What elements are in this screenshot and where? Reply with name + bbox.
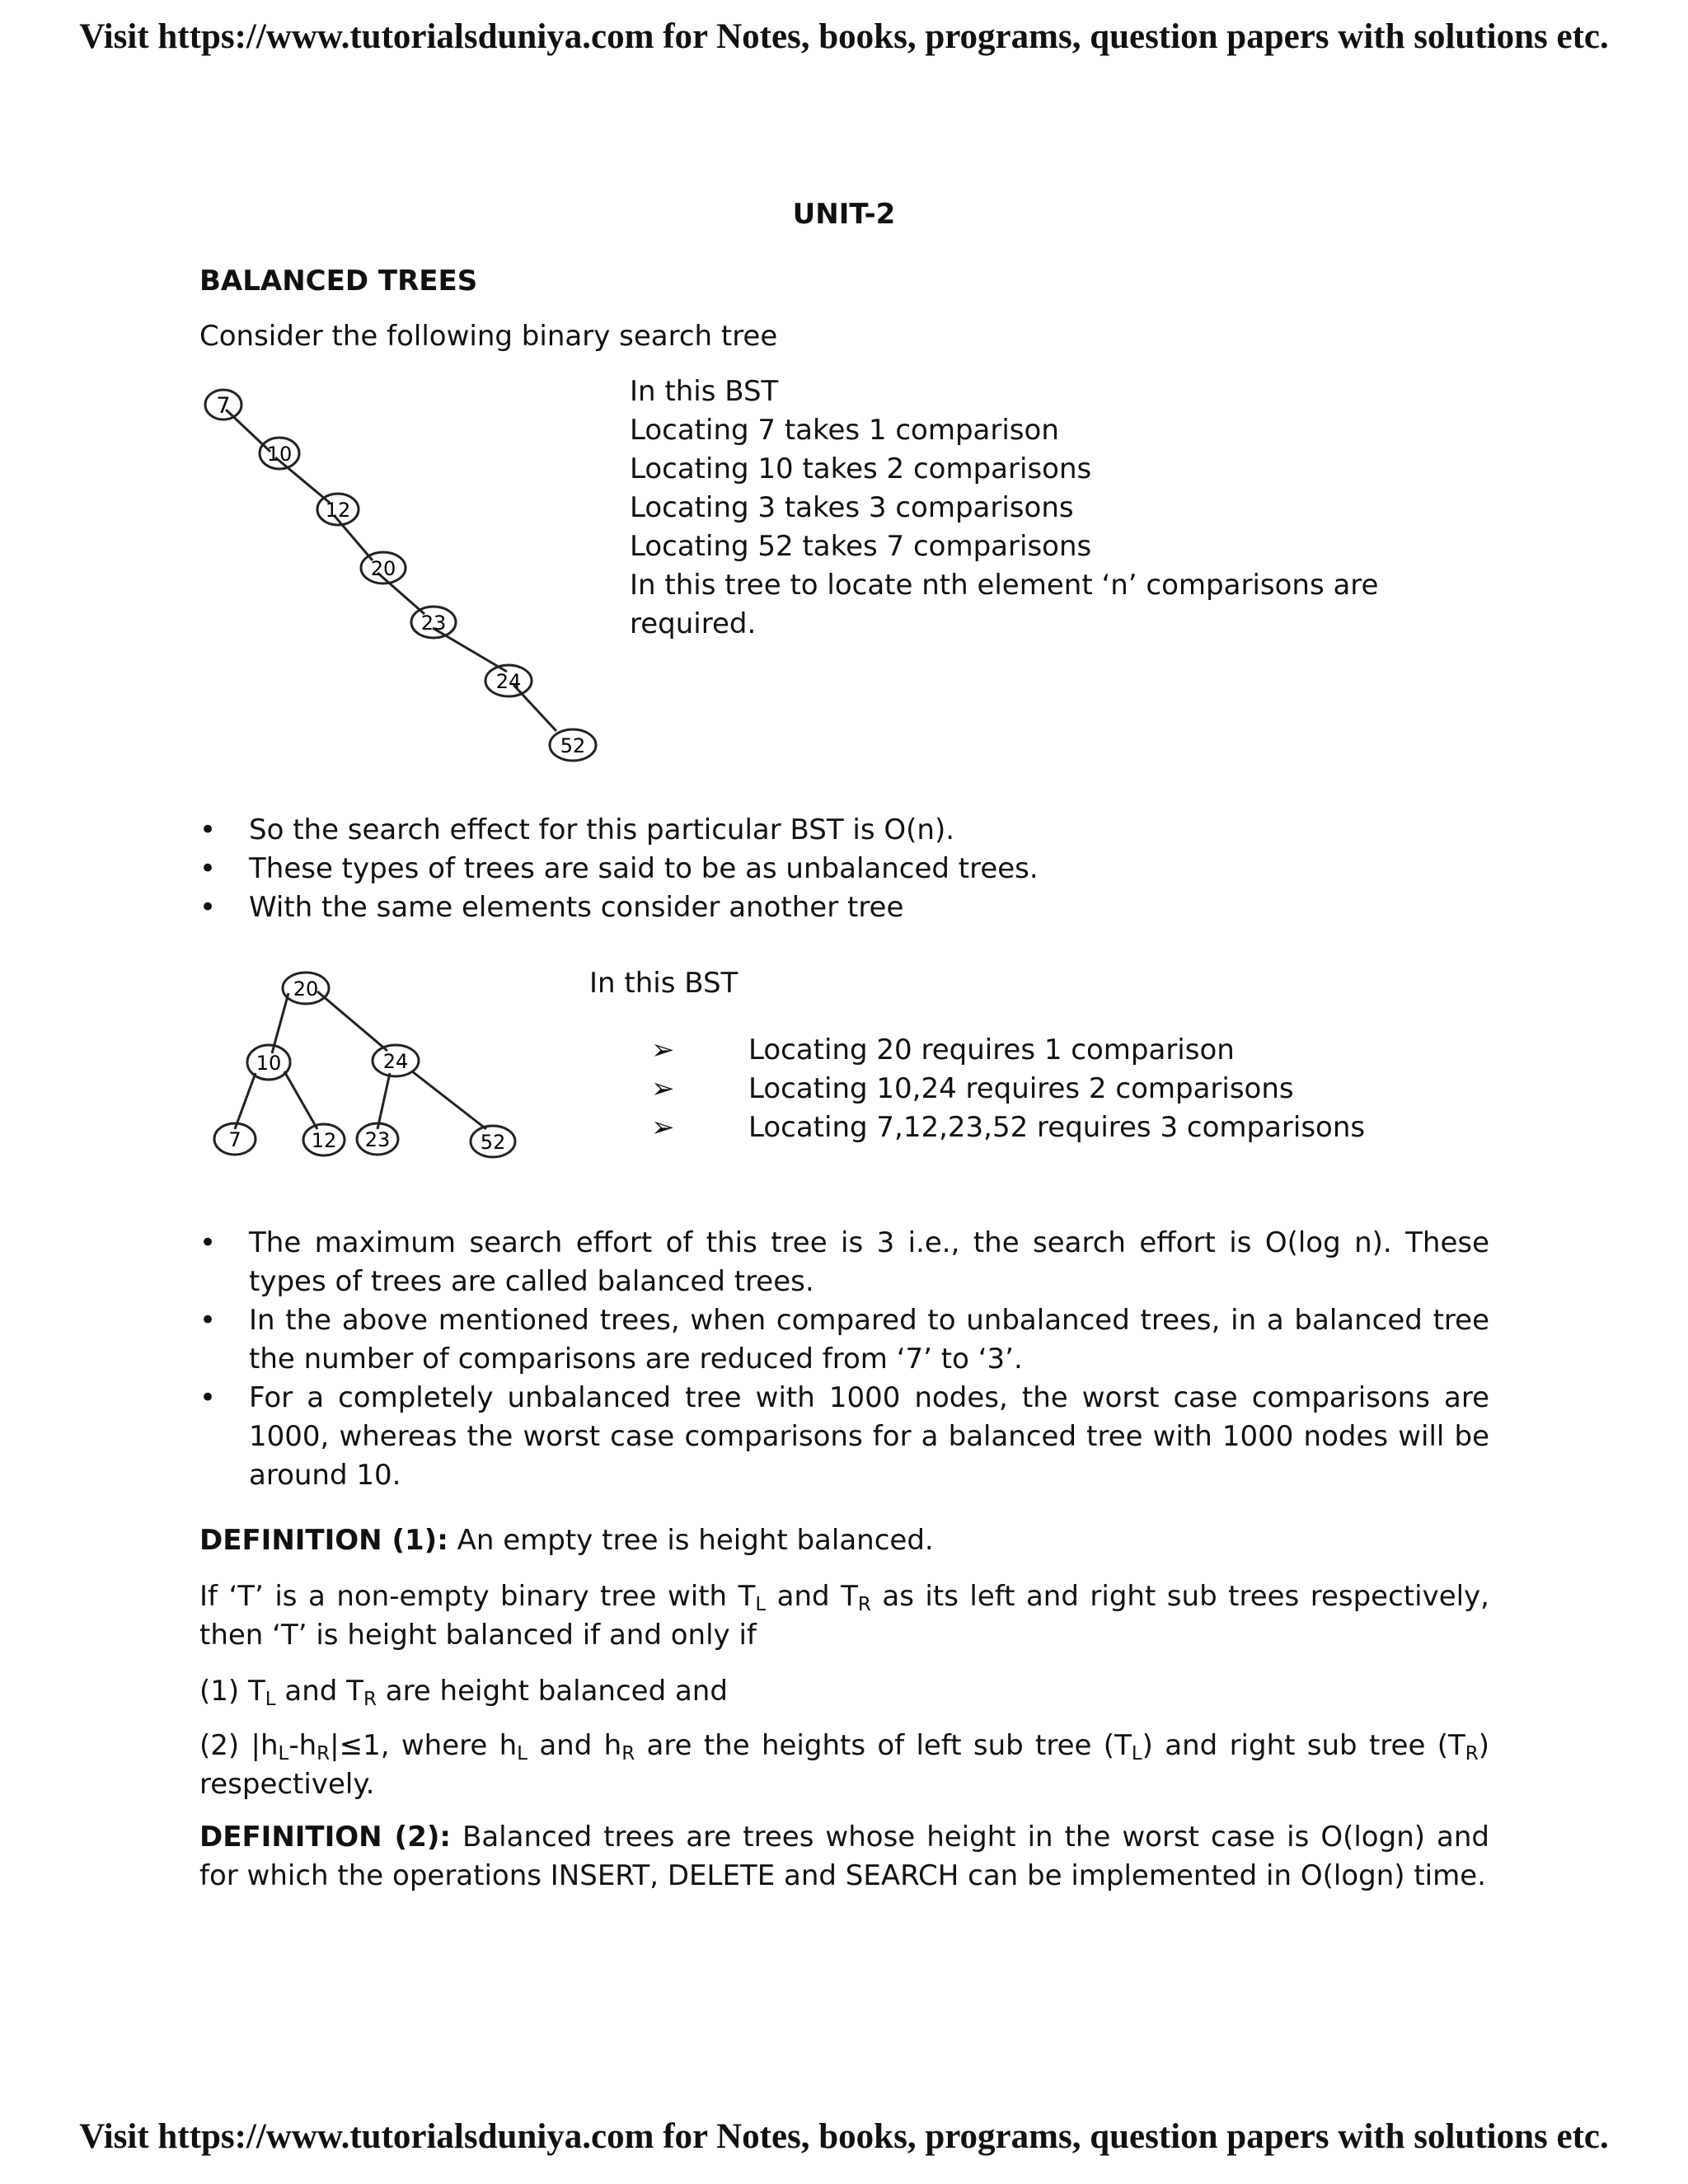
text-run: |≤1, where h <box>330 1729 518 1762</box>
definition-1-paragraph <box>199 1577 1489 1655</box>
subscript: R <box>316 1743 331 1765</box>
intro-text: Consider the following binary search tree <box>199 320 778 353</box>
arrow-item <box>651 1108 1475 1147</box>
svg-text:52: 52 <box>480 1131 506 1154</box>
tree1-node-5 <box>411 607 456 638</box>
tree2-leaf-2 <box>303 1124 345 1155</box>
definition-1-label: DEFINITION (1): <box>199 1524 448 1557</box>
arrow-bullet-icon: ➢ <box>651 1072 675 1105</box>
svg-text:12: 12 <box>311 1129 337 1152</box>
tree2-arrow-list <box>651 1031 1475 1147</box>
definition-1 <box>199 1521 1489 1560</box>
svg-text:12: 12 <box>325 499 351 522</box>
text-run: T <box>738 1580 756 1613</box>
svg-text:20: 20 <box>370 557 396 580</box>
section-title: BALANCED TREES <box>199 265 478 298</box>
tree1-note: Locating 10 takes 2 comparisons <box>630 452 1092 485</box>
bullet-item: • These types of trees are said to be as unbalanced trees. <box>199 850 1493 888</box>
tree1-node-3 <box>317 494 359 525</box>
definition-2 <box>199 1818 1489 1896</box>
text-run: and <box>275 1675 347 1708</box>
text-run: are height balanced and <box>376 1675 728 1708</box>
tree2-node-right <box>373 1045 419 1076</box>
svg-text:23: 23 <box>364 1128 391 1151</box>
unbalanced-bullets <box>199 811 1493 927</box>
tree2-leaf-3 <box>357 1123 398 1155</box>
balanced-bullets <box>199 1224 1489 1495</box>
subscript: R <box>363 1689 377 1710</box>
arrow-item-text: Locating 7,12,23,52 requires 3 comparisons <box>748 1111 1366 1144</box>
bullet-item: • So the search effect for this particular BST is O(n). <box>199 811 1493 850</box>
unbalanced-tree-diagram <box>190 375 618 771</box>
tree1-note: In this tree to locate nth element ‘n’ comparisons are required. <box>630 569 1379 640</box>
text-run: T <box>841 1580 858 1613</box>
subscript: R <box>1465 1743 1479 1765</box>
tree1-note: In this BST <box>630 375 779 408</box>
text-run: T <box>1114 1729 1132 1762</box>
text-run: If ‘T’ is a non-empty binary tree with <box>199 1580 738 1613</box>
text-run: -h <box>288 1729 317 1762</box>
text-run: T <box>1447 1729 1465 1762</box>
svg-text:7: 7 <box>228 1128 241 1151</box>
svg-text:23: 23 <box>420 612 447 635</box>
bullet-item: • The maximum search effort of this tree is 3 i.e., the search effort is O(log n). These types of trees are called balanced trees. <box>199 1224 1489 1301</box>
svg-text:10: 10 <box>256 1052 282 1075</box>
svg-text:7: 7 <box>216 393 231 419</box>
text-run: are the heights of left sub tree ( <box>635 1729 1115 1762</box>
footer-banner: Visit https://www.tutorialsduniya.com for Notes, books, programs, question papers with solutions etc. <box>79 2117 1609 2156</box>
tree1-node-2 <box>260 438 299 469</box>
subscript: L <box>755 1594 767 1615</box>
balanced-tree-diagram <box>202 960 548 1166</box>
text-run: (2) |h <box>199 1729 279 1762</box>
tree2-leaf-1 <box>214 1123 256 1155</box>
tree1-notes <box>630 373 1454 644</box>
svg-text:24: 24 <box>382 1050 409 1073</box>
condition-1 <box>199 1672 1489 1711</box>
definition-1-text: An empty tree is height balanced. <box>448 1524 934 1557</box>
definition-2-label: DEFINITION (2): <box>199 1821 451 1854</box>
subscript: R <box>857 1594 871 1615</box>
header-banner: Visit https://www.tutorialsduniya.com for Notes, books, programs, question papers with solutions etc. <box>79 17 1609 56</box>
arrow-item-text: Locating 20 requires 1 comparison <box>748 1033 1235 1066</box>
text-run: T <box>346 1675 363 1708</box>
subscript: L <box>517 1743 528 1765</box>
tree2-node-root <box>283 972 329 1004</box>
tree2-node-left <box>247 1045 290 1080</box>
subscript: L <box>278 1743 289 1765</box>
arrow-bullet-icon: ➢ <box>651 1111 675 1144</box>
condition-2 <box>199 1727 1489 1804</box>
text-run: (1) <box>199 1675 248 1708</box>
svg-text:52: 52 <box>560 734 586 757</box>
text-run: h <box>603 1729 622 1762</box>
tree1-node-4 <box>361 552 406 583</box>
arrow-item <box>651 1031 1475 1070</box>
svg-text:10: 10 <box>266 443 293 466</box>
bullet-item: • For a completely unbalanced tree with 1000 nodes, the worst case comparisons are 1000, whereas the worst case comparisons for a balanced tree with 1000 nodes will be around 10. <box>199 1379 1489 1495</box>
tree1-node-6 <box>485 665 532 696</box>
text-run: and <box>528 1729 604 1762</box>
unit-title: UNIT-2 <box>792 198 896 231</box>
text-run: ) respectively. <box>199 1729 1489 1801</box>
tree2-heading: In this BST <box>589 967 738 1000</box>
bullet-item: • In the above mentioned trees, when compared to unbalanced trees, in a balanced tree the number of comparisons are reduced from ‘7’ to ‘3’. <box>199 1301 1489 1379</box>
tree1-note: Locating 7 takes 1 comparison <box>630 414 1059 447</box>
tree1-node-7 <box>550 729 596 761</box>
text-run: and <box>766 1580 842 1613</box>
text-run: as its left and right sub trees respectively, then ‘T’ is height balanced if and only if <box>199 1580 1489 1652</box>
svg-text:20: 20 <box>293 977 319 1001</box>
tree1-note: Locating 52 takes 7 comparisons <box>630 530 1092 563</box>
tree1-node-1 <box>205 390 241 419</box>
subscript: R <box>621 1743 635 1765</box>
subscript: L <box>265 1689 276 1710</box>
bullet-item: • With the same elements consider another tree <box>199 888 1493 927</box>
arrow-item-text: Locating 10,24 requires 2 comparisons <box>748 1072 1294 1105</box>
text-run: T <box>247 1675 265 1708</box>
definition-2-text: Balanced trees are trees whose height in the worst case is O(logn) and for which the operations INSERT, DELETE and SEARCH can be implemented in O(logn) time. <box>199 1821 1489 1892</box>
tree2-leaf-4 <box>471 1126 515 1157</box>
subscript: L <box>1131 1743 1142 1765</box>
arrow-item <box>651 1070 1475 1108</box>
tree1-note: Locating 3 takes 3 comparisons <box>630 491 1074 524</box>
text-run: ) and right sub tree ( <box>1142 1729 1448 1762</box>
arrow-bullet-icon: ➢ <box>651 1033 675 1066</box>
svg-text:24: 24 <box>495 670 522 693</box>
